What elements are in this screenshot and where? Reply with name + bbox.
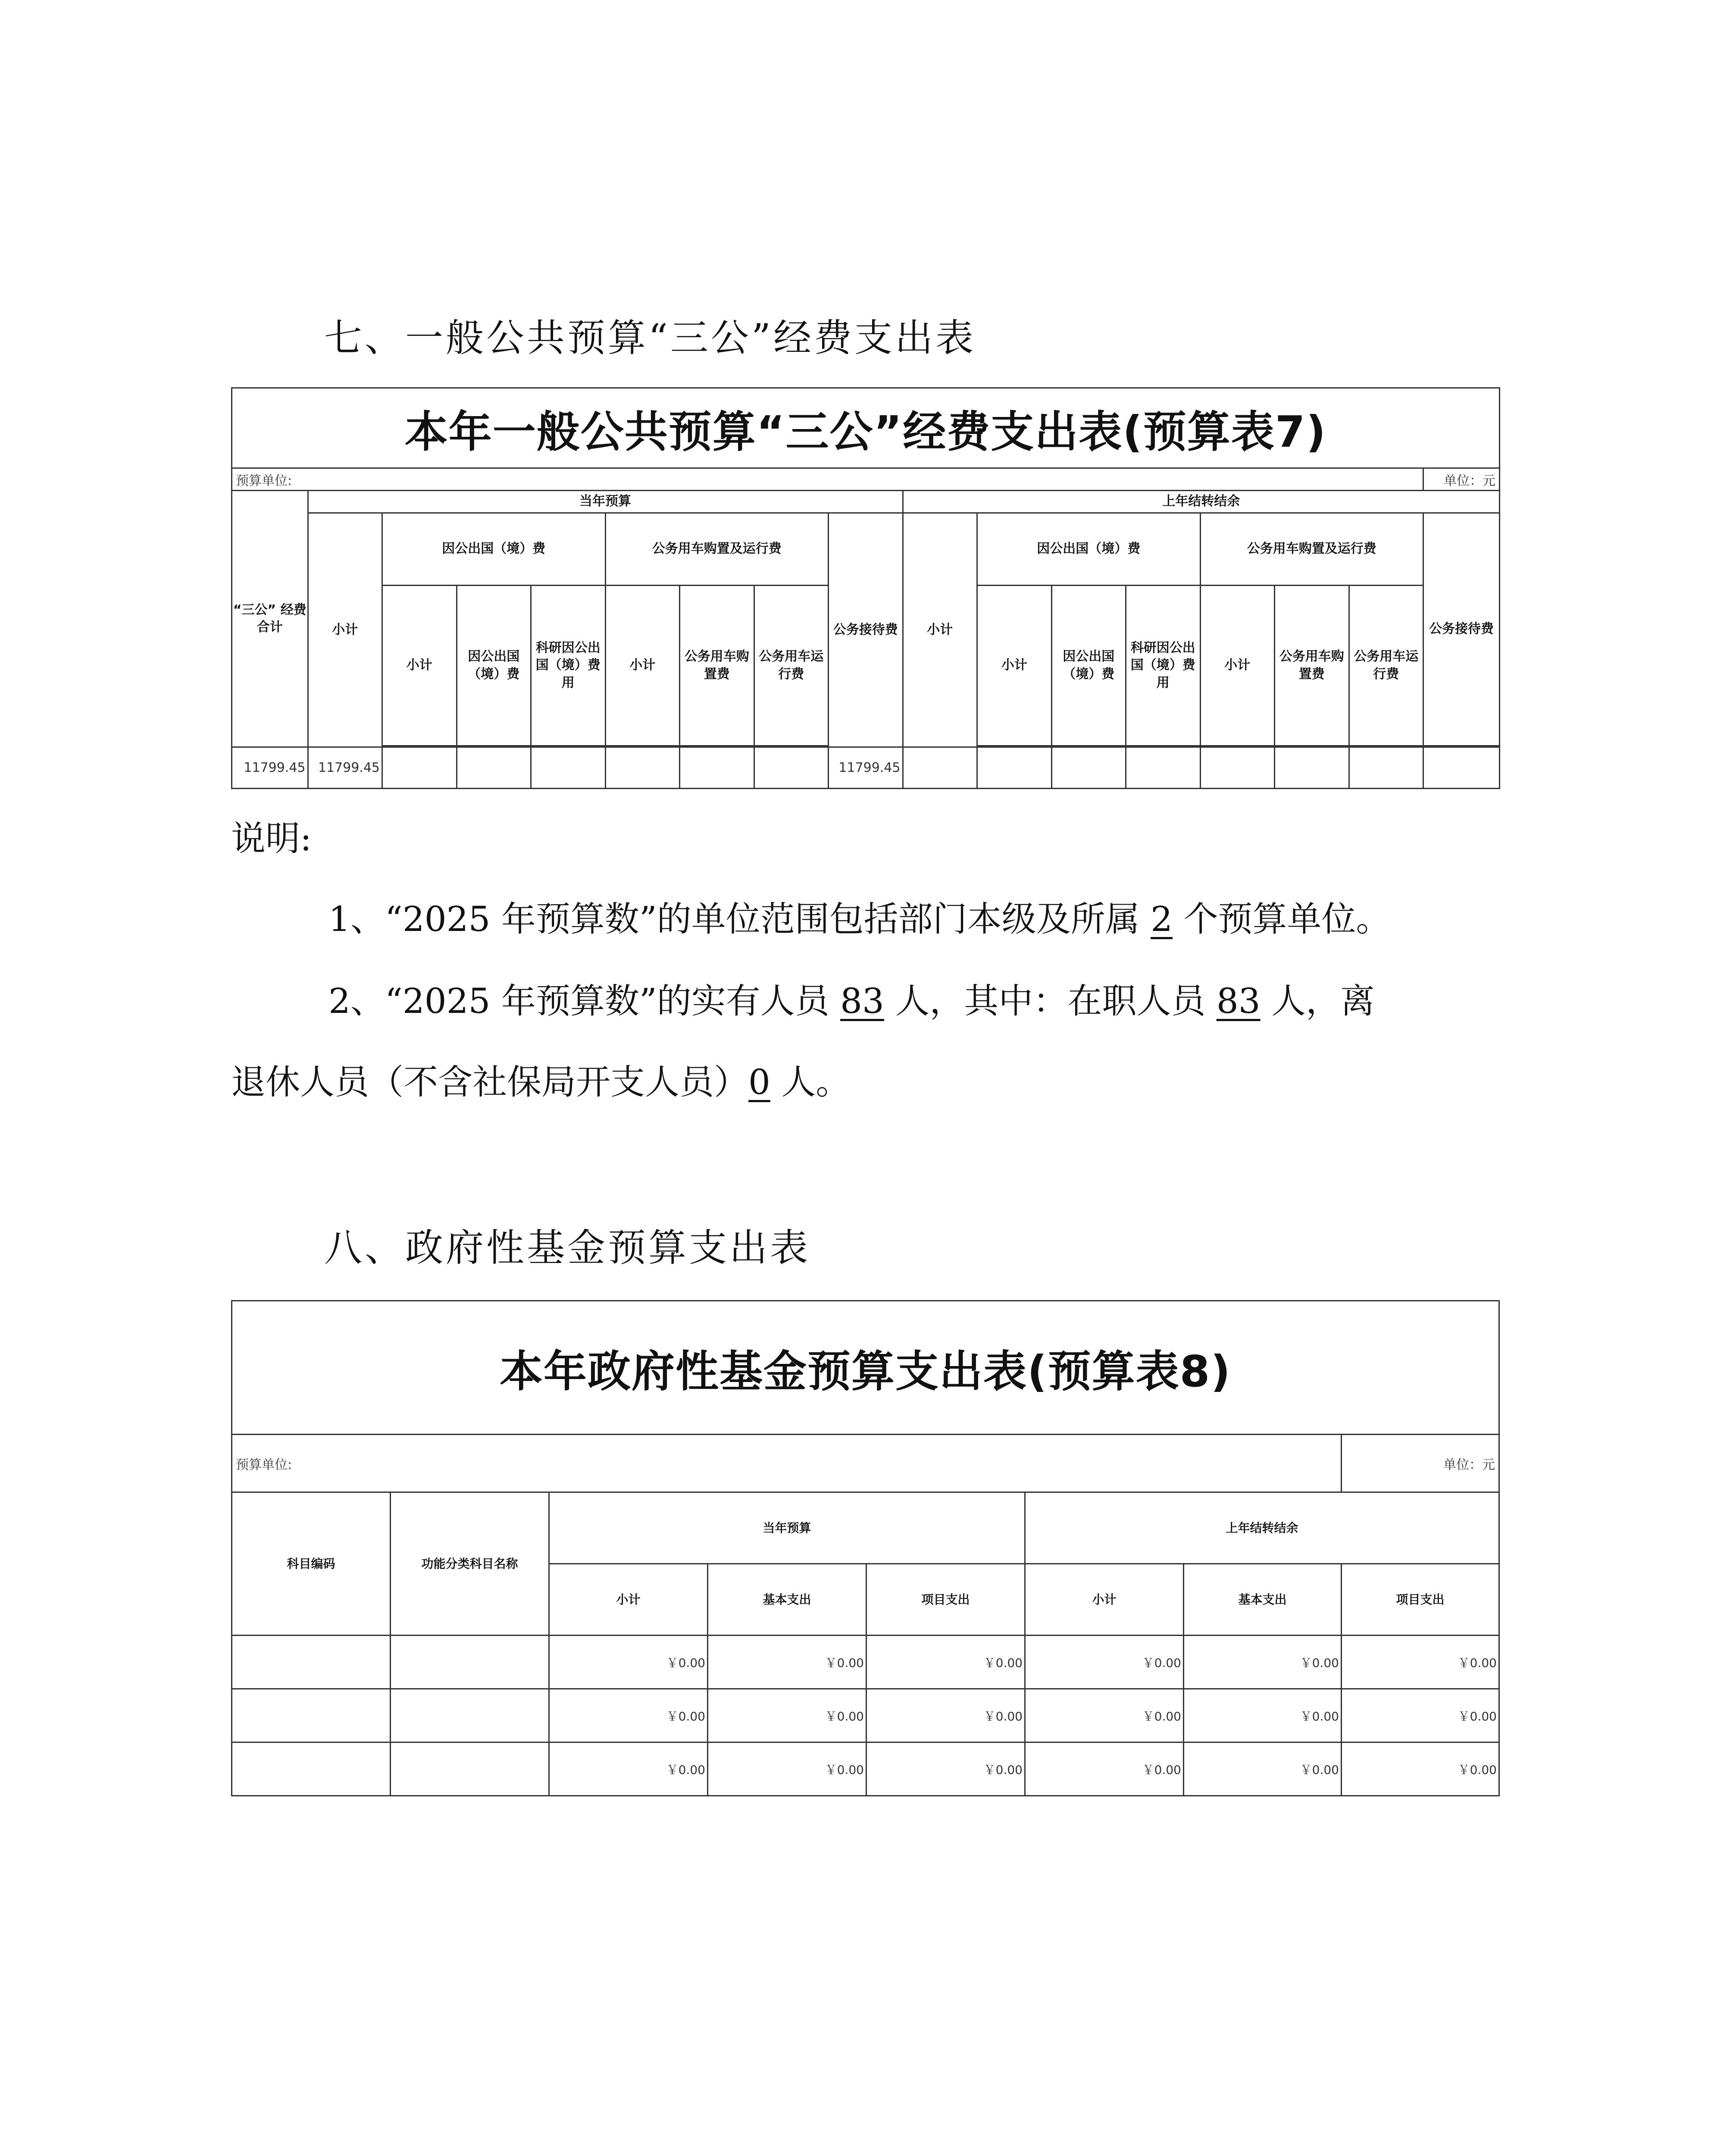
cell-value: ￥0.00 — [1342, 1689, 1499, 1742]
notes-label: 说明: — [231, 818, 312, 859]
header-current-abroad-group: 因公出国（境）费 — [382, 513, 606, 586]
cell-value: ￥0.00 — [1184, 1636, 1342, 1689]
cell-empty — [232, 1636, 391, 1689]
header-three-public-total: “三公” 经费合计 — [232, 491, 308, 747]
table7-unit-label: 预算单位: — [232, 468, 1423, 491]
notes-line2-suffix: 人，离 — [1260, 981, 1375, 1021]
cell-empty — [391, 1689, 549, 1742]
cell-empty — [754, 747, 829, 789]
header-carryover-project: 项目支出 — [1342, 1564, 1499, 1636]
notes-line2-mid: 人，其中：在职人员 — [884, 981, 1217, 1021]
cell-value: ￥0.00 — [1342, 1742, 1499, 1796]
section8-heading: 八、政府性基金预算支出表 — [324, 1225, 811, 1270]
cell-value: ￥0.00 — [1184, 1742, 1342, 1796]
header-carryover-subtotal: 小计 — [1025, 1564, 1184, 1636]
header-prior-year-carryover: 上年结转结余 — [1025, 1492, 1499, 1564]
cell-value: ￥0.00 — [1184, 1689, 1342, 1742]
header-current-abroad-fee: 因公出国（境）费 — [457, 586, 531, 746]
staff-count: 83 — [840, 981, 884, 1021]
cell-empty — [232, 1742, 391, 1796]
header-current-vehicle-purchase: 公务用车购置费 — [680, 586, 754, 746]
table7-currency-unit: 单位：元 — [1423, 468, 1500, 491]
header-carryover-vehicle-operation: 公务用车运行费 — [1349, 586, 1423, 746]
cell-value: ￥0.00 — [1025, 1636, 1184, 1689]
header-carryover-research-abroad-fee: 科研因公出国（境）费用 — [1126, 586, 1201, 746]
header-carryover-vehicle-purchase: 公务用车购置费 — [1275, 586, 1349, 746]
header-carryover-vehicle-group: 公务用车购置及运行费 — [1200, 513, 1423, 586]
header-carryover-reception: 公务接待费 — [1423, 513, 1500, 746]
header-current-abroad-subtotal: 小计 — [382, 586, 457, 746]
notes-line1-prefix: 1、“2025 年预算数”的单位范围包括部门本级及所属 — [328, 899, 1151, 939]
table8-title: 本年政府性基金预算支出表(预算表8) — [232, 1301, 1499, 1435]
cell-empty — [1349, 747, 1423, 789]
three-public-expenses-table — [231, 387, 1500, 789]
table7-title: 本年一般公共预算“三公”经费支出表(预算表7) — [232, 388, 1500, 468]
cell-three-public-total: 11799.45 — [232, 747, 308, 789]
notes-line-1 — [328, 899, 1391, 939]
header-current-year-budget: 当年预算 — [308, 491, 903, 513]
header-subject-name: 功能分类科目名称 — [391, 1492, 549, 1636]
header-current-project: 项目支出 — [866, 1564, 1025, 1636]
section7-heading: 七、一般公共预算“三公”经费支出表 — [324, 316, 976, 360]
cell-empty — [457, 747, 531, 789]
header-carryover-abroad-fee: 因公出国（境）费 — [1051, 586, 1126, 746]
notes-line3-prefix: 退休人员（不含社保局开支人员） — [231, 1062, 748, 1102]
header-prior-year-carryover: 上年结转结余 — [903, 491, 1499, 513]
cell-value: ￥0.00 — [549, 1742, 708, 1796]
table-row — [232, 1689, 1499, 1742]
header-current-subtotal: 小计 — [549, 1564, 708, 1636]
cell-empty — [531, 747, 606, 789]
cell-value: ￥0.00 — [866, 1636, 1025, 1689]
header-carryover-basic: 基本支出 — [1184, 1564, 1342, 1636]
cell-value: ￥0.00 — [866, 1689, 1025, 1742]
budget-unit-count: 2 — [1151, 899, 1173, 939]
notes-line1-suffix: 个预算单位。 — [1173, 899, 1391, 939]
cell-value: ￥0.00 — [866, 1742, 1025, 1796]
cell-value: ￥0.00 — [1025, 1742, 1184, 1796]
retired-staff-count: 0 — [748, 1062, 770, 1102]
header-current-year-budget: 当年预算 — [549, 1492, 1025, 1564]
cell-value: ￥0.00 — [1025, 1689, 1184, 1742]
cell-value: ￥0.00 — [549, 1636, 708, 1689]
table8-currency-unit: 单位：元 — [1342, 1435, 1499, 1492]
cell-value: ￥0.00 — [549, 1689, 708, 1742]
cell-value: ￥0.00 — [1342, 1636, 1499, 1689]
cell-empty — [391, 1742, 549, 1796]
table8-unit-label: 预算单位: — [232, 1435, 1342, 1492]
active-staff-count: 83 — [1216, 981, 1261, 1021]
header-current-vehicle-group: 公务用车购置及运行费 — [605, 513, 829, 586]
cell-empty — [382, 747, 457, 789]
cell-empty — [1275, 747, 1349, 789]
cell-value: ￥0.00 — [708, 1742, 866, 1796]
cell-empty — [1423, 747, 1500, 789]
header-current-basic: 基本支出 — [708, 1564, 866, 1636]
table-row — [232, 1636, 1499, 1689]
cell-empty — [391, 1636, 549, 1689]
notes-line2-prefix: 2、“2025 年预算数”的实有人员 — [328, 981, 841, 1021]
cell-empty — [680, 747, 754, 789]
header-current-reception: 公务接待费 — [829, 513, 903, 747]
cell-empty — [903, 747, 977, 789]
government-fund-expenditure-table — [231, 1300, 1500, 1796]
table-row — [232, 1742, 1499, 1796]
notes-line3-suffix: 人。 — [770, 1062, 851, 1102]
cell-empty — [1200, 747, 1275, 789]
cell-current-reception: 11799.45 — [829, 747, 903, 789]
header-carryover-subtotal: 小计 — [903, 513, 977, 747]
notes-line-2 — [328, 981, 1375, 1021]
header-carryover-abroad-group: 因公出国（境）费 — [977, 513, 1201, 586]
header-current-vehicle-operation: 公务用车运行费 — [754, 586, 829, 746]
cell-empty — [605, 747, 680, 789]
cell-current-subtotal: 11799.45 — [308, 747, 382, 789]
cell-empty — [1051, 747, 1126, 789]
cell-empty — [1126, 747, 1201, 789]
header-current-research-abroad-fee: 科研因公出国（境）费用 — [531, 586, 606, 746]
cell-value: ￥0.00 — [708, 1636, 866, 1689]
notes-line-3 — [231, 1062, 851, 1102]
header-current-subtotal: 小计 — [308, 513, 382, 747]
header-current-vehicle-subtotal: 小计 — [605, 586, 680, 746]
cell-empty — [977, 747, 1052, 789]
table-row — [232, 747, 1500, 789]
cell-empty — [232, 1689, 391, 1742]
header-carryover-abroad-subtotal: 小计 — [977, 586, 1052, 746]
cell-value: ￥0.00 — [708, 1689, 866, 1742]
header-subject-code: 科目编码 — [232, 1492, 391, 1636]
header-carryover-vehicle-subtotal: 小计 — [1200, 586, 1275, 746]
